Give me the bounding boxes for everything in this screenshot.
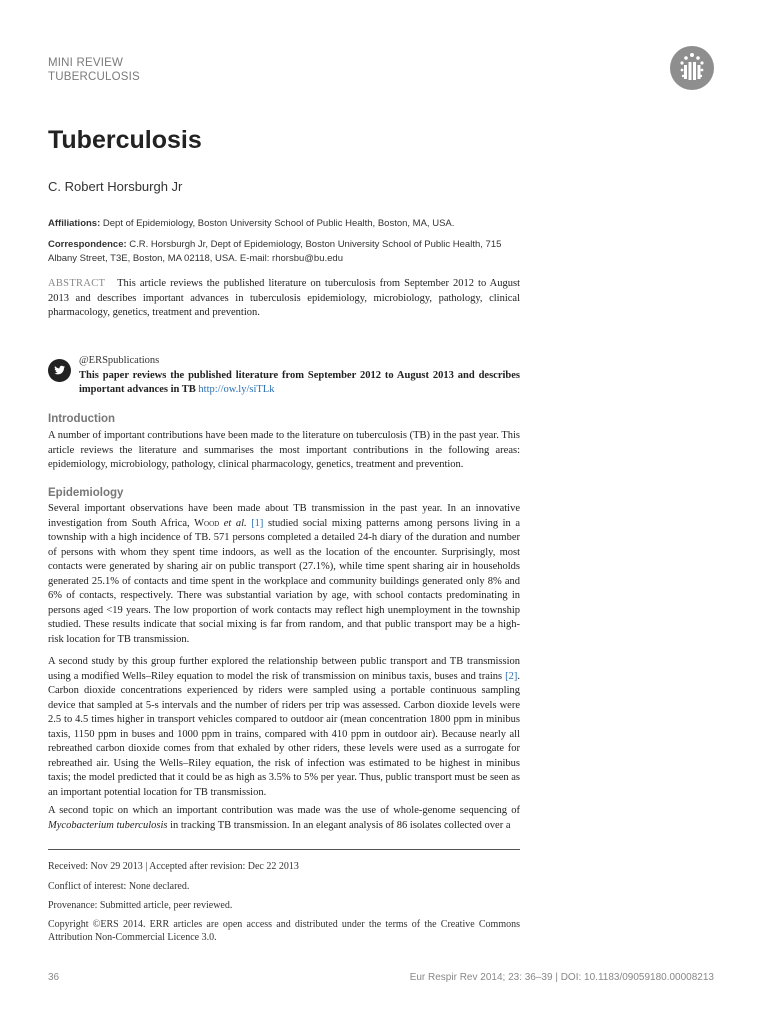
- journal-citation: Eur Respir Rev 2014; 23: 36–39 | DOI: 10.1183/09059180.00008213: [409, 972, 714, 983]
- affiliations-label: Affiliations:: [48, 218, 101, 229]
- tweet-box: [79, 354, 520, 398]
- reference-1-link[interactable]: [1]: [251, 517, 264, 529]
- epidemiology-paragraph-2: [48, 655, 520, 800]
- kicker-tuberculosis: TUBERCULOSIS: [48, 71, 140, 83]
- heading-introduction: Introduction: [48, 413, 116, 425]
- abstract-text: This article reviews the published literature on tuberculosis from September 2012 to August 2013 and describes important advances in tuberculosis epidemiology, microbiology, pathology, clinical pharmacology, genetics, treatment and prevention.: [48, 278, 523, 318]
- abstract: [48, 277, 523, 321]
- epi-p1-part-b: studied social mixing patterns among persons living in a township with a high incidence of TB. 571 persons completed a detailed 24-h diary of the duration and number of persons with whom they spent time indoors, as well as the location of the encounter. Surprisingly, most contacts were generated by sharing air on public transport (27.1%), while time spent sharing air in households generated 25.1% of contacts and time spent in the workplace and community buildings generated only 8% and 6% of contacts, respectively. There was substantial variation by age, with school contacts predominating in persons aged <19 years. The low proportion of work contacts may reflect high unemployment in the township studied. These results indicate that social mixing is far from random, and that public transport may be a high-risk location for TB transmission.: [48, 517, 520, 645]
- epi-p1-etal: et al.: [219, 517, 247, 529]
- conflict-of-interest: Conflict of interest: None declared.: [48, 881, 190, 892]
- correspondence-label: Correspondence:: [48, 239, 127, 250]
- intro-paragraph: A number of important contributions have been made to the literature on tuberculosis (TB) in the past year. This article reviews the literature and summarises the most important contributions in the following areas: epidemiology, microbiology, pathology, clinical pharmacology, genetics, treatment and prevention.: [48, 430, 520, 470]
- page-number: 36: [48, 972, 60, 983]
- affiliations: [48, 217, 520, 231]
- tweet-link[interactable]: http://ow.ly/siTLk: [198, 384, 275, 395]
- abstract-label: ABSTRACT: [48, 278, 106, 289]
- epi-p2-part-a: A second study by this group further explored the relationship between public transport and TB transmission using a modified Wells–Riley equation to model the risk of transmission on minibus taxis, buses and trains: [48, 656, 520, 682]
- epi-p1-author: Wood: [194, 517, 220, 529]
- epidemiology-paragraph-1: [48, 502, 520, 647]
- twitter-bird-icon: [48, 359, 71, 382]
- epi-p2-part-b: . Carbon dioxide concentrations experienced by riders were sampled using a portable continuous sampling device that sampled at 5-s intervals and the number of riders per trip was assessed. Carbon dioxide levels were 2.5 to 4.5 times higher in transport vehicles compared to outdoor air (mean concentration 1800 ppm in minibus taxis, 1150 ppm in buses and 1000 ppm in trains, compared with 410 ppm in outdoor air). Because nearly all rebreathed carbon dioxide comes from that exhaled by other riders, these levels were used as a surrogate for rebreathed air. Using the Wells–Riley equation, the risk of infection was estimated to be highest in minibus taxis; the model predicted that it could be as high as 3.5% to 5% per year. Thus, public transport must be seen as an important potential location for TB transmission.: [48, 670, 520, 798]
- reference-2-link[interactable]: [2]: [505, 670, 518, 682]
- correspondence: [48, 238, 520, 266]
- footnote-divider: [48, 849, 520, 850]
- tweet-message: [79, 369, 520, 398]
- provenance: Provenance: Submitted article, peer reviewed.: [48, 900, 233, 911]
- correspondence-text: C.R. Horsburgh Jr, Dept of Epidemiology, Boston University School of Public Health, 715 Albany Street, T3E, Boston, MA 02118, USA. E-mail: rhorsbu@bu.edu: [48, 239, 502, 264]
- article-type: [48, 56, 140, 84]
- affiliations-text: Dept of Epidemiology, Boston University School of Public Health, Boston, MA, USA.: [100, 218, 455, 229]
- copyright-notice: Copyright ©ERS 2014. ERR articles are open access and distributed under the terms of the Creative Commons Attribution Non-Commercial Licence 3.0.: [48, 919, 520, 943]
- ers-journal-logo-icon: [670, 46, 714, 90]
- epi-p1-part-a: Several important observations have been made about TB transmission in the past year. In an innovative investigation from South Africa,: [48, 503, 520, 529]
- epidemiology-paragraph-3: [48, 804, 520, 833]
- received-dates: Received: Nov 29 2013 | Accepted after revision: Dec 22 2013: [48, 861, 299, 872]
- tweet-message-text: This paper reviews the published literature from September 2012 to August 2013 and describes important advances in TB: [79, 369, 520, 395]
- article-title: Tuberculosis: [48, 126, 202, 154]
- heading-epidemiology: Epidemiology: [48, 487, 124, 499]
- epi-p3-part-b: in tracking TB transmission. In an elegant analysis of 86 isolates collected over a: [167, 819, 511, 831]
- tweet-handle: @ERSpublications: [79, 355, 160, 366]
- author-name: C. Robert Horsburgh Jr: [48, 179, 183, 194]
- epi-p3-organism: Mycobacterium tuberculosis: [48, 819, 168, 831]
- epi-p3-part-a: A second topic on which an important contribution was made was the use of whole-genome sequencing of: [48, 805, 520, 816]
- kicker-mini-review: MINI REVIEW: [48, 57, 124, 69]
